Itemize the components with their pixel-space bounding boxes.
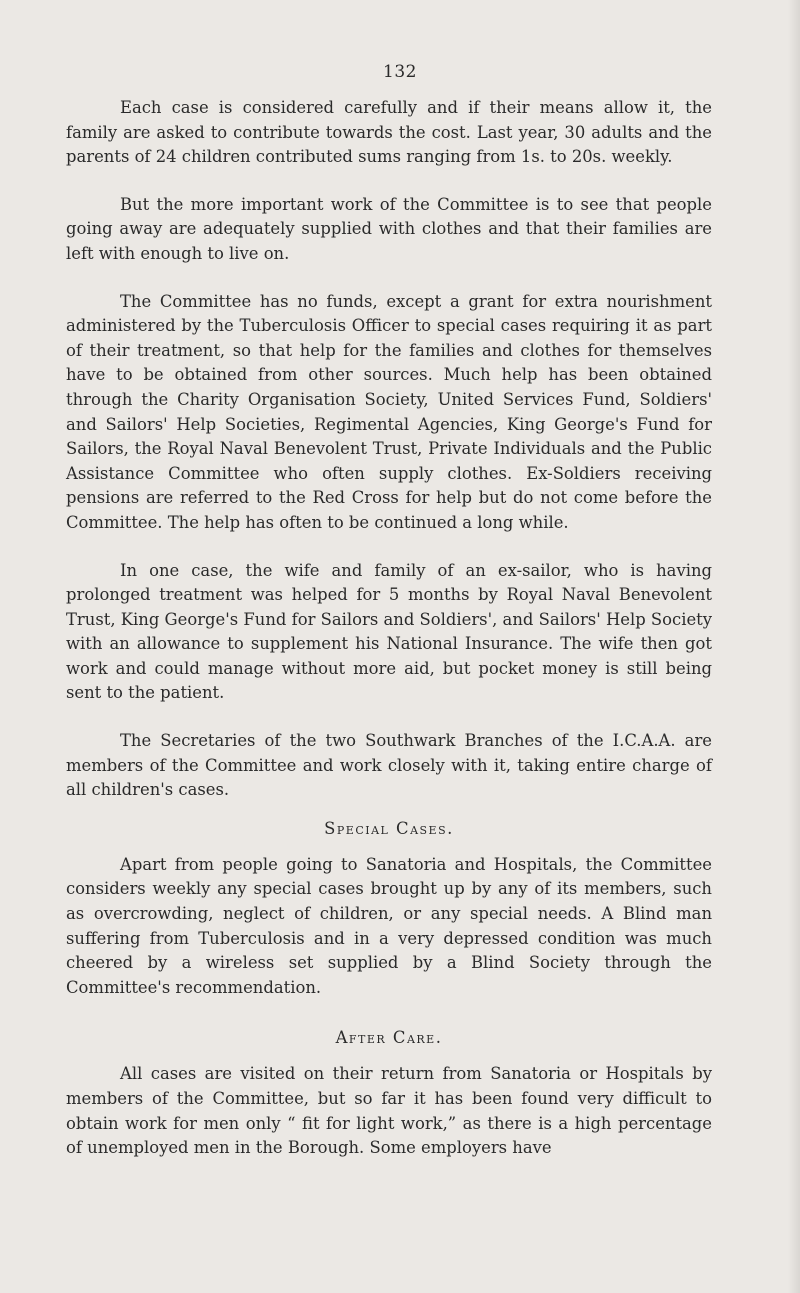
- page-edge-shadow: [788, 0, 800, 1293]
- paragraph-case-example: In one case, the wife and family of an ex-sailor, who is having prolonged treatment was helped for 5 months by Royal Naval Benevolent Trust, King George's Fund for Sailors and Soldiers', and Sailors' Help Society with an allowance to supplement his National Insurance. The wife then got work and could manage without more aid, but pocket money is still being sent to the patient.: [66, 560, 712, 703]
- paragraph-after-care: All cases are visited on their return from Sanatoria or Hospitals by members of the Committee, but so far it has been found very difficult to obtain work for men only “ fit for light work,” as there is a high percentage of unemployed men in the Borough. Some employers have: [66, 1064, 712, 1158]
- paragraph-committee-work: But the more important work of the Committee is to see that people going away are adequately supplied with clothes and that their families are left with enough to live on.: [66, 194, 712, 263]
- page-number: 132: [383, 62, 417, 82]
- paragraph-funds: The Committee has no funds, except a grant for extra nourishment administered by the Tuberculosis Officer to special cases requiring it as part of their treatment, so that help for the families and clothes for themselves have to be obtained from other sources. Much help has been obtained through the Charity Organisation Society, United Services Fund, Soldiers' and Sailors' Help Societies, Regimental Agencies, King George's Fund for Sailors, the Royal Naval Benevolent Trust, Private Individuals and the Public Assistance Committee who often supply clothes. Ex-Soldiers receiving pensions are referred to the Red Cross for help but do not come before the Committee. The help has often to be continued a long while.: [66, 291, 712, 532]
- document-body: [66, 96, 712, 1161]
- paragraph-special-cases: Apart from people going to Sanatoria and Hospitals, the Committee considers weekly any special cases brought up by any of its members, such as overcrowding, neglect of children, or any special needs. A Blind man suffering from Tuberculosis and in a very depressed condition was much cheered by a wireless set supplied by a Blind Society through the Committee's recommendation.: [66, 854, 712, 997]
- paragraph-secretaries: The Secretaries of the two Southwark Branches of the I.C.A.A. are members of the Committee and work closely with it, taking entire charge of all children's cases.: [66, 731, 712, 800]
- paragraph-contributions: Each case is considered carefully and if their means allow it, the family are asked to contribute towards the cost. Last year, 30 adults and the parents of 24 children contributed sums ranging from 1s. to 20s. weekly.: [66, 98, 712, 167]
- heading-after-care: After Care.: [335, 1028, 443, 1048]
- heading-special-cases: Special Cases.: [324, 818, 454, 838]
